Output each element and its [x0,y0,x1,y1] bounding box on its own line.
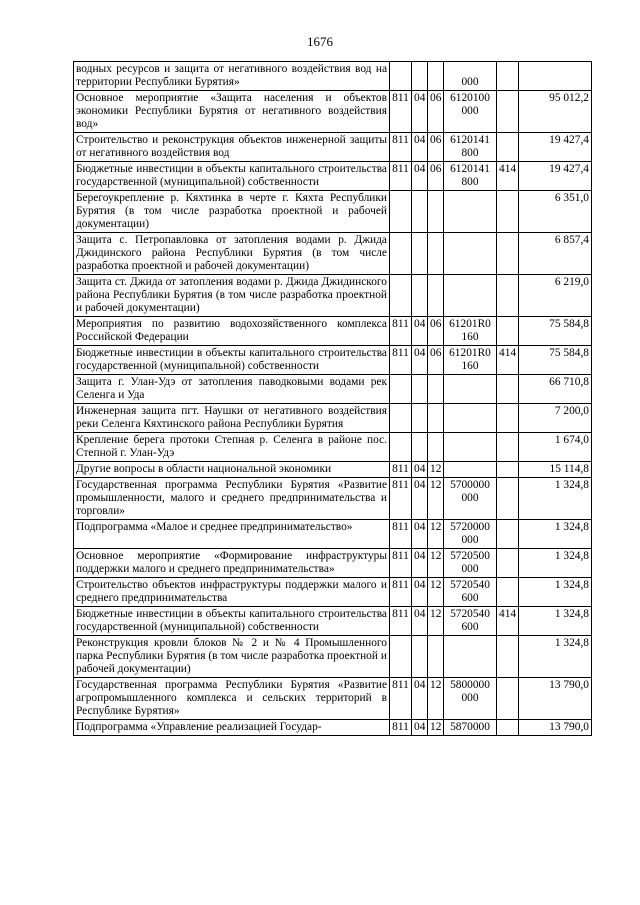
ministry-code: 811 [390,607,412,636]
target-article-code-line1: 61201R0 [449,347,491,359]
item-name: Строительство объектов инфраструктуры поддержки малого и среднего предпринимательства [74,578,390,607]
table-row [74,478,592,520]
subsection-code: 12 [428,478,444,520]
table-row [74,375,592,404]
target-article-code-line2: 800 [461,147,479,159]
target-article-code-line1: 5720540 [450,579,490,591]
ministry-code [390,233,412,275]
amount: 1 324,8 [519,478,592,520]
amount: 1 324,8 [519,578,592,607]
expense-type-code [497,233,519,275]
item-name: Инженерная защита пгт. Наушки от негативного воздействия реки Селенга Кяхтинского района Республики Бурятия [74,404,390,433]
expense-type-code: 414 [497,346,519,375]
target-article-code-line1: 61201R0 [449,318,491,330]
target-article-code-line2: 000 [461,534,479,546]
amount: 15 114,8 [519,462,592,478]
expense-type-code [497,636,519,678]
target-article-code [444,578,497,607]
section-code [412,636,428,678]
subsection-code [428,275,444,317]
ministry-code: 811 [390,91,412,133]
page-number: 1676 [307,34,333,49]
item-name: Подпрограмма «Малое и среднее предпринимательство» [74,520,390,549]
subsection-code [428,433,444,462]
item-name: Основное мероприятие «Формирование инфраструктуры поддержки малого и среднего предпринимательства» [74,549,390,578]
ministry-code: 811 [390,462,412,478]
section-code: 04 [412,578,428,607]
target-article-code [444,133,497,162]
amount: 66 710,8 [519,375,592,404]
target-article-code [444,607,497,636]
expense-type-code [497,404,519,433]
expense-type-code [497,375,519,404]
table-row [74,678,592,720]
subsection-code: 12 [428,578,444,607]
section-code [412,191,428,233]
target-article-code [444,478,497,520]
target-article-code-line2: 160 [461,360,479,372]
item-name: Крепление берега протоки Степная р. Селенга в районе пос. Степной г. Улан-Удэ [74,433,390,462]
target-article-code-line1: 5720500 [450,550,490,562]
subsection-code [428,191,444,233]
target-article-code [444,275,497,317]
section-code: 04 [412,162,428,191]
amount: 13 790,0 [519,678,592,720]
expense-type-code [497,133,519,162]
section-code: 04 [412,678,428,720]
target-article-code [444,678,497,720]
target-article-code [444,549,497,578]
item-name: Бюджетные инвестиции в объекты капитального строительства государственной (муниципальной) собственности [74,162,390,191]
target-article-code [444,62,497,91]
expense-type-code [497,433,519,462]
item-name: Государственная программа Республики Бурятия «Развитие промышленности, малого и среднего предпринимательства и торговли» [74,478,390,520]
section-code: 04 [412,133,428,162]
ministry-code: 811 [390,520,412,549]
ministry-code: 811 [390,578,412,607]
target-article-code-line2: 800 [461,176,479,188]
ministry-code: 811 [390,346,412,375]
target-article-code-line1: 5700000 [450,479,490,491]
target-article-code [444,462,497,478]
section-code: 04 [412,549,428,578]
subsection-code: 12 [428,678,444,720]
expense-type-code [497,549,519,578]
table-row [74,233,592,275]
amount: 1 324,8 [519,607,592,636]
subsection-code: 06 [428,317,444,346]
target-article-code-line1: 5720000 [450,521,490,533]
target-article-code-line1: 5720540 [450,608,490,620]
target-article-code-line2: 000 [461,105,479,117]
item-name: Мероприятия по развитию водохозяйственного комплекса Российской Федерации [74,317,390,346]
target-article-code [444,346,497,375]
amount: 19 427,4 [519,133,592,162]
section-code: 04 [412,478,428,520]
item-name: Реконструкция кровли блоков № 2 и № 4 Промышленного парка Республики Бурятия (в том числе разработка проектной и рабочей документации) [74,636,390,678]
target-article-code-line2: 000 [461,492,479,504]
budget-table [73,61,592,736]
section-code [412,233,428,275]
item-name: Защита с. Петропавловка от затопления водами р. Джида Джидинского района Республики Бурятия (в том числе разработка проектной и рабочей документации) [74,233,390,275]
target-article-code-line1: 6120141 [450,134,490,146]
section-code: 04 [412,317,428,346]
expense-type-code: 414 [497,162,519,191]
subsection-code: 12 [428,720,444,736]
expense-type-code [497,462,519,478]
expense-type-code [497,678,519,720]
subsection-code [428,233,444,275]
item-name: Основное мероприятие «Защита населения и объектов экономики Республики Бурятия от негативного воздействия вод» [74,91,390,133]
ministry-code: 811 [390,162,412,191]
item-name: Другие вопросы в области национальной экономики [74,462,390,478]
target-article-code [444,636,497,678]
expense-type-code [497,275,519,317]
expense-type-code [497,317,519,346]
subsection-code: 06 [428,162,444,191]
target-article-code [444,404,497,433]
target-article-code [444,520,497,549]
target-article-code [444,317,497,346]
table-row [74,346,592,375]
section-code: 04 [412,462,428,478]
target-article-code-line2: 160 [461,331,479,343]
item-name: Бюджетные инвестиции в объекты капитального строительства государственной (муниципальной) собственности [74,607,390,636]
amount: 19 427,4 [519,162,592,191]
amount: 7 200,0 [519,404,592,433]
amount: 95 012,2 [519,91,592,133]
target-article-code-line2: 000 [461,692,479,704]
subsection-code [428,636,444,678]
table-row [74,317,592,346]
ministry-code [390,62,412,91]
target-article-code [444,162,497,191]
table-row [74,191,592,233]
target-article-code [444,433,497,462]
subsection-code: 06 [428,91,444,133]
item-name: Защита ст. Джида от затопления водами р. Джида Джидинского района Республики Бурятия (в том числе разработка проектной и рабочей документации) [74,275,390,317]
section-code: 04 [412,520,428,549]
amount: 6 219,0 [519,275,592,317]
section-code [412,433,428,462]
table-row [74,404,592,433]
ministry-code: 811 [390,317,412,346]
amount: 1 324,8 [519,549,592,578]
target-article-code [444,233,497,275]
ministry-code: 811 [390,678,412,720]
section-code: 04 [412,346,428,375]
amount: 75 584,8 [519,317,592,346]
expense-type-code: 414 [497,607,519,636]
target-article-code-line2: 600 [461,621,479,633]
table-row [74,607,592,636]
table-row [74,62,592,91]
item-name: Строительство и реконструкция объектов инженерной защиты от негативного воздействия вод [74,133,390,162]
table-row [74,578,592,607]
expense-type-code [497,578,519,607]
subsection-code [428,375,444,404]
amount [519,62,592,91]
table-row [74,133,592,162]
item-name: Подпрограмма «Управление реализацией Государ- [74,720,390,736]
ministry-code [390,433,412,462]
subsection-code: 06 [428,346,444,375]
amount: 1 324,8 [519,636,592,678]
ministry-code [390,375,412,404]
expense-type-code [497,91,519,133]
section-code: 04 [412,720,428,736]
table-row [74,91,592,133]
target-article-code-line1: 6120141 [450,163,490,175]
target-article-code-line1: 5870000 [450,721,490,733]
table-row [74,275,592,317]
target-article-code-line1: 5800000 [450,679,490,691]
table-row [74,162,592,191]
ministry-code: 811 [390,478,412,520]
expense-type-code [497,191,519,233]
target-article-code [444,375,497,404]
item-name: Государственная программа Республики Бурятия «Развитие агропромышленного комплекса и сельских территорий в Республике Бурятия» [74,678,390,720]
subsection-code: 12 [428,520,444,549]
table-body [74,62,592,736]
target-article-code [444,91,497,133]
table-row [74,462,592,478]
target-article-code [444,191,497,233]
table-row [74,720,592,736]
subsection-code: 12 [428,549,444,578]
expense-type-code [497,720,519,736]
expense-type-code [497,520,519,549]
ministry-code [390,636,412,678]
table-row [74,636,592,678]
amount: 6 351,0 [519,191,592,233]
section-code [412,404,428,433]
subsection-code [428,404,444,433]
target-article-code-line2: 000 [461,563,479,575]
target-article-code-line2: 000 [461,76,479,88]
ministry-code: 811 [390,720,412,736]
target-article-code [444,720,497,736]
ministry-code: 811 [390,133,412,162]
table-row [74,520,592,549]
ministry-code: 811 [390,549,412,578]
ministry-code [390,404,412,433]
table-row [74,433,592,462]
section-code: 04 [412,91,428,133]
section-code [412,375,428,404]
item-name: Бюджетные инвестиции в объекты капитального строительства государственной (муниципальной) собственности [74,346,390,375]
section-code: 04 [412,607,428,636]
amount: 1 324,8 [519,520,592,549]
ministry-code [390,191,412,233]
ministry-code [390,275,412,317]
subsection-code: 06 [428,133,444,162]
subsection-code: 12 [428,607,444,636]
amount: 75 584,8 [519,346,592,375]
amount: 1 674,0 [519,433,592,462]
subsection-code [428,62,444,91]
target-article-code-line1: 6120100 [450,92,490,104]
amount: 13 790,0 [519,720,592,736]
section-code [412,62,428,91]
item-name: водных ресурсов и защита от негативного воздействия вод на территории Республики Бурятия» [74,62,390,91]
item-name: Берегоукрепление р. Кяхтинка в черте г. Кяхта Республики Бурятия (в том числе разработка проектной и рабочей документации) [74,191,390,233]
target-article-code-line2: 600 [461,592,479,604]
expense-type-code [497,62,519,91]
expense-type-code [497,478,519,520]
section-code [412,275,428,317]
item-name: Защита г. Улан-Удэ от затопления паводковыми водами рек Селенга и Уда [74,375,390,404]
table-row [74,549,592,578]
subsection-code: 12 [428,462,444,478]
amount: 6 857,4 [519,233,592,275]
